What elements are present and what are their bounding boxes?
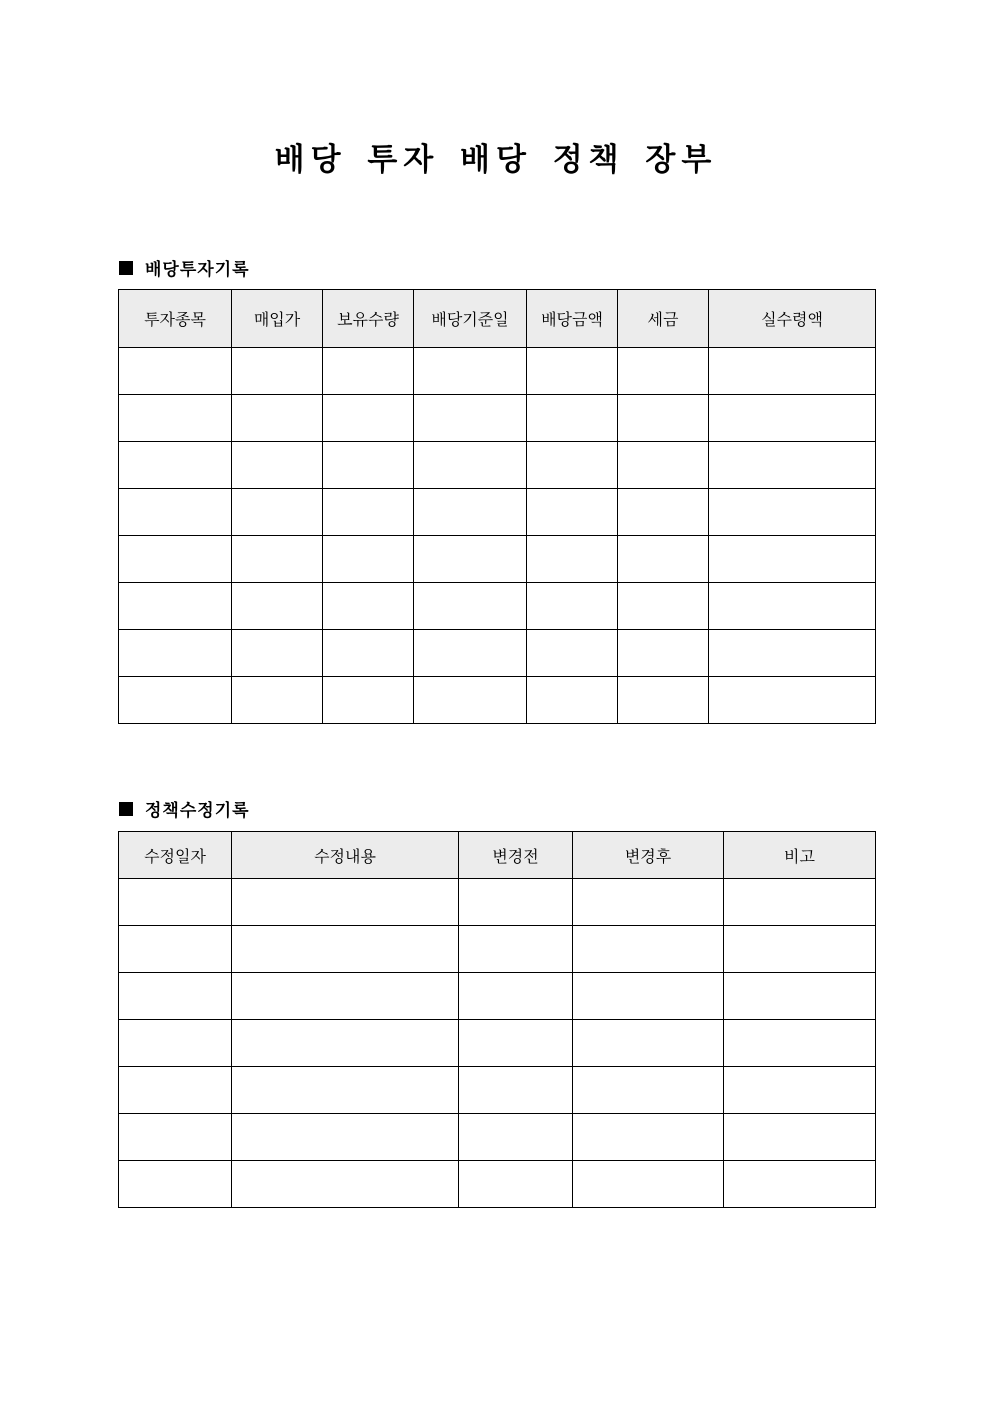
table-cell[interactable] — [119, 926, 232, 973]
table-cell[interactable] — [232, 1114, 459, 1161]
column-header-remarks: 비고 — [724, 832, 876, 879]
table-cell[interactable] — [232, 677, 323, 724]
table-cell[interactable] — [459, 926, 573, 973]
table-cell[interactable] — [724, 1020, 876, 1067]
table-cell[interactable] — [527, 536, 618, 583]
table-cell[interactable] — [459, 1067, 573, 1114]
table-cell[interactable] — [724, 1067, 876, 1114]
table-cell[interactable] — [323, 442, 414, 489]
table-cell[interactable] — [618, 536, 709, 583]
table-cell[interactable] — [119, 1067, 232, 1114]
table-row — [119, 395, 876, 442]
table-cell[interactable] — [709, 583, 876, 630]
table-cell[interactable] — [414, 630, 527, 677]
table-cell[interactable] — [414, 395, 527, 442]
table-cell[interactable] — [232, 630, 323, 677]
table-cell[interactable] — [527, 677, 618, 724]
table-cell[interactable] — [618, 395, 709, 442]
table-cell[interactable] — [232, 926, 459, 973]
table-row — [119, 583, 876, 630]
column-header-purchase-price: 매입가 — [232, 290, 323, 348]
table-cell[interactable] — [119, 489, 232, 536]
table-cell[interactable] — [709, 395, 876, 442]
table-cell[interactable] — [119, 1114, 232, 1161]
table-cell[interactable] — [323, 630, 414, 677]
table-cell[interactable] — [618, 583, 709, 630]
table-cell[interactable] — [459, 879, 573, 926]
table-cell[interactable] — [573, 1161, 724, 1208]
table-cell[interactable] — [527, 442, 618, 489]
column-header-revision-date: 수정일자 — [119, 832, 232, 879]
table-row — [119, 973, 876, 1020]
table-cell[interactable] — [573, 1020, 724, 1067]
table-cell[interactable] — [724, 926, 876, 973]
table-cell[interactable] — [323, 677, 414, 724]
table-cell[interactable] — [724, 879, 876, 926]
table-cell[interactable] — [323, 536, 414, 583]
column-header-after: 변경후 — [573, 832, 724, 879]
table-header-row — [119, 832, 876, 879]
table-cell[interactable] — [618, 442, 709, 489]
table-cell[interactable] — [119, 583, 232, 630]
table-cell[interactable] — [709, 489, 876, 536]
table-cell[interactable] — [527, 489, 618, 536]
table-cell[interactable] — [119, 630, 232, 677]
table-cell[interactable] — [232, 442, 323, 489]
column-header-dividend-amount: 배당금액 — [527, 290, 618, 348]
table-cell[interactable] — [709, 630, 876, 677]
document-title: 배당 투자 배당 정책 장부 — [274, 142, 718, 178]
table-cell[interactable] — [119, 348, 232, 395]
table-row — [119, 1161, 876, 1208]
table-cell[interactable] — [709, 442, 876, 489]
column-header-quantity: 보유수량 — [323, 290, 414, 348]
section-heading-label: 정책수정기록 — [145, 801, 250, 821]
table-cell[interactable] — [232, 1020, 459, 1067]
policy-revisions-table — [118, 831, 876, 1208]
table-cell[interactable] — [724, 1161, 876, 1208]
table-row — [119, 348, 876, 395]
section-heading-label: 배당투자기록 — [145, 260, 250, 280]
table-cell[interactable] — [232, 973, 459, 1020]
column-header-stock: 투자종목 — [119, 290, 232, 348]
table-cell[interactable] — [573, 973, 724, 1020]
table-cell[interactable] — [573, 1114, 724, 1161]
table-row — [119, 442, 876, 489]
table-row — [119, 879, 876, 926]
section-heading-dividend-records — [119, 255, 250, 280]
table-cell[interactable] — [119, 536, 232, 583]
table-cell[interactable] — [724, 1114, 876, 1161]
table-cell[interactable] — [618, 348, 709, 395]
table-row — [119, 1020, 876, 1067]
table-row — [119, 1114, 876, 1161]
table-cell[interactable] — [232, 348, 323, 395]
table-cell[interactable] — [414, 348, 527, 395]
column-header-revision-content: 수정내용 — [232, 832, 459, 879]
table-row — [119, 489, 876, 536]
table-cell[interactable] — [618, 489, 709, 536]
table-cell[interactable] — [119, 973, 232, 1020]
table-cell[interactable] — [119, 1161, 232, 1208]
table-cell[interactable] — [232, 1067, 459, 1114]
table-cell[interactable] — [232, 1161, 459, 1208]
table-cell[interactable] — [709, 536, 876, 583]
table-cell[interactable] — [414, 536, 527, 583]
table-cell[interactable] — [323, 348, 414, 395]
table-cell[interactable] — [323, 583, 414, 630]
table-cell[interactable] — [618, 677, 709, 724]
column-header-before: 변경전 — [459, 832, 573, 879]
table-header-row — [119, 290, 876, 348]
table-cell[interactable] — [527, 583, 618, 630]
table-cell[interactable] — [527, 348, 618, 395]
table-row — [119, 677, 876, 724]
table-cell[interactable] — [527, 395, 618, 442]
table-cell[interactable] — [119, 1020, 232, 1067]
table-cell[interactable] — [414, 489, 527, 536]
table-cell[interactable] — [119, 879, 232, 926]
table-cell[interactable] — [527, 630, 618, 677]
table-cell[interactable] — [323, 489, 414, 536]
table-row — [119, 536, 876, 583]
column-header-net-received: 실수령액 — [709, 290, 876, 348]
table-cell[interactable] — [459, 1161, 573, 1208]
section-heading-policy-revisions — [119, 796, 250, 821]
table-cell[interactable] — [709, 677, 876, 724]
table-cell[interactable] — [232, 489, 323, 536]
table-cell[interactable] — [414, 677, 527, 724]
table-cell[interactable] — [709, 348, 876, 395]
table-cell[interactable] — [573, 926, 724, 973]
table-cell[interactable] — [459, 1020, 573, 1067]
table-cell[interactable] — [414, 442, 527, 489]
table-cell[interactable] — [618, 630, 709, 677]
table-cell[interactable] — [323, 395, 414, 442]
table-cell[interactable] — [232, 879, 459, 926]
square-bullet-icon — [119, 261, 133, 275]
table-cell[interactable] — [119, 677, 232, 724]
table-row — [119, 1067, 876, 1114]
column-header-record-date: 배당기준일 — [414, 290, 527, 348]
table-cell[interactable] — [232, 395, 323, 442]
table-cell[interactable] — [232, 583, 323, 630]
table-cell[interactable] — [573, 1067, 724, 1114]
table-row — [119, 630, 876, 677]
square-bullet-icon — [119, 802, 133, 816]
table-cell[interactable] — [232, 536, 323, 583]
table-cell[interactable] — [459, 1114, 573, 1161]
table-cell[interactable] — [573, 879, 724, 926]
dividend-records-table — [118, 289, 876, 724]
table-cell[interactable] — [119, 395, 232, 442]
column-header-tax: 세금 — [618, 290, 709, 348]
table-cell[interactable] — [119, 442, 232, 489]
table-row — [119, 926, 876, 973]
table-cell[interactable] — [459, 973, 573, 1020]
table-cell[interactable] — [414, 583, 527, 630]
table-cell[interactable] — [724, 973, 876, 1020]
